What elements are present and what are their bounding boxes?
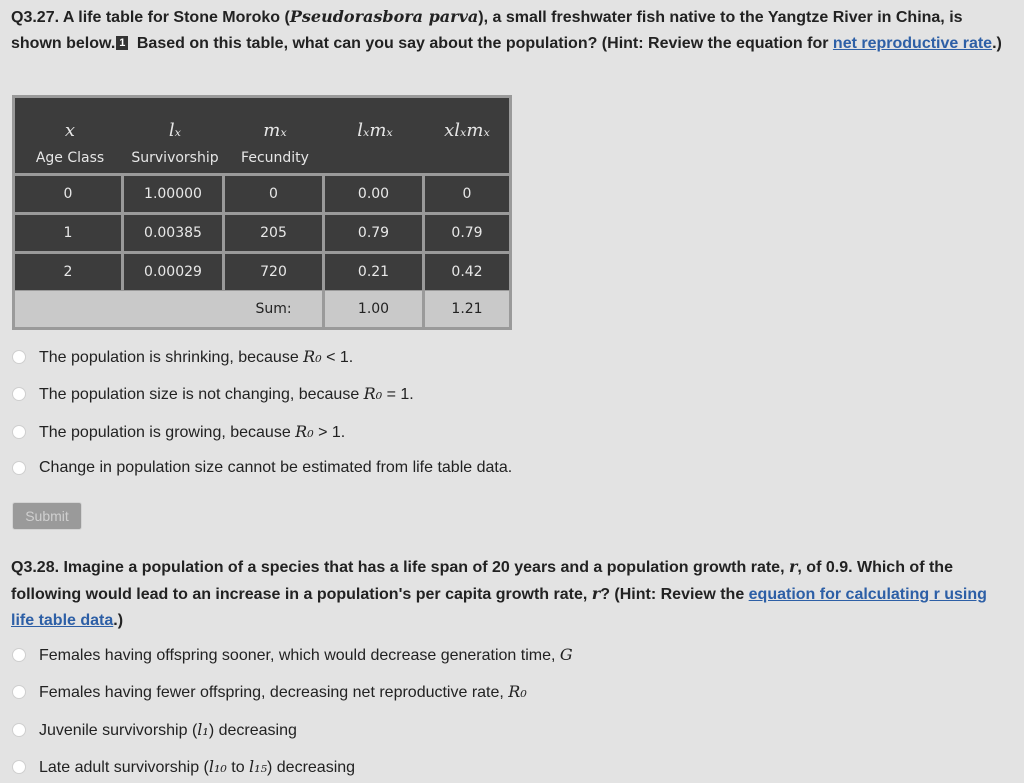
header-lxmx: lₓmₓ [357, 120, 393, 141]
table-cell: 0.00 [357, 186, 390, 202]
table-row [15, 215, 509, 251]
header-xlxmx: xlₓmₓ [444, 120, 490, 141]
radio-button[interactable] [12, 685, 26, 699]
question-327-text: Q3.27. A life table for Stone Moroko (Pseudorasbora parva), a small freshwater fish native to the Yangtze River in China, is shown below. 1 Based on this table, what can you say about the population? (Hint: Review the equation for net reproductive rate.) [11, 7, 1002, 52]
radio-button[interactable] [12, 723, 26, 737]
table-cell: 0.21 [357, 264, 390, 280]
table-row [15, 176, 509, 212]
table-row [15, 254, 509, 290]
header-fecundity: mₓ Fecundity [241, 120, 309, 166]
radio-button[interactable] [12, 461, 26, 475]
question-328-text: Q3.28. Imagine a population of a species that has a life span of 20 years and a population growth rate, r, of 0.9. Which of the following would lead to an increase in a population's per capita growth rate, r? (Hint: Review the equation for calculating r using life table data.) [11, 557, 987, 629]
table-cell: 0.00029 [144, 264, 202, 280]
table-cell: 1.00000 [144, 186, 202, 202]
table-cell: 205 [260, 225, 287, 241]
radio-button[interactable] [12, 425, 26, 439]
header-age-class: x Age Class [35, 120, 105, 166]
calculating-r-link[interactable]: equation for calculating r using life table data [11, 586, 987, 629]
life-table-header [15, 98, 509, 173]
table-cell: 0.79 [451, 225, 483, 241]
table-cell: 0.00385 [144, 225, 202, 241]
table-cell: 0 [462, 186, 472, 202]
header-survivorship: lₓ Survivorship [131, 120, 219, 166]
table-cell: 0.79 [357, 225, 390, 241]
table-cell: 0 [63, 186, 73, 202]
species-name: Pseudorasbora parva [289, 7, 479, 26]
radio-button[interactable] [12, 350, 26, 364]
table-cell: 720 [260, 264, 287, 280]
table-cell: 1 [63, 225, 73, 241]
table-cell: 2 [63, 264, 73, 280]
net-reproductive-rate-link[interactable]: net reproductive rate [832, 35, 993, 52]
table-cell: 0.42 [451, 264, 483, 280]
radio-button[interactable] [12, 760, 26, 774]
table-sum-row [15, 291, 509, 327]
life-table [12, 95, 512, 330]
sum-label: Sum: [255, 301, 292, 317]
sum-xlxmx: 1.21 [451, 301, 483, 317]
submit-button[interactable]: Submit [12, 502, 82, 530]
footnote-marker[interactable]: 1 [116, 36, 128, 50]
sum-lxmx: 1.00 [357, 301, 390, 317]
table-cell: 0 [269, 186, 278, 202]
radio-button[interactable] [12, 648, 26, 662]
radio-button[interactable] [12, 387, 26, 401]
